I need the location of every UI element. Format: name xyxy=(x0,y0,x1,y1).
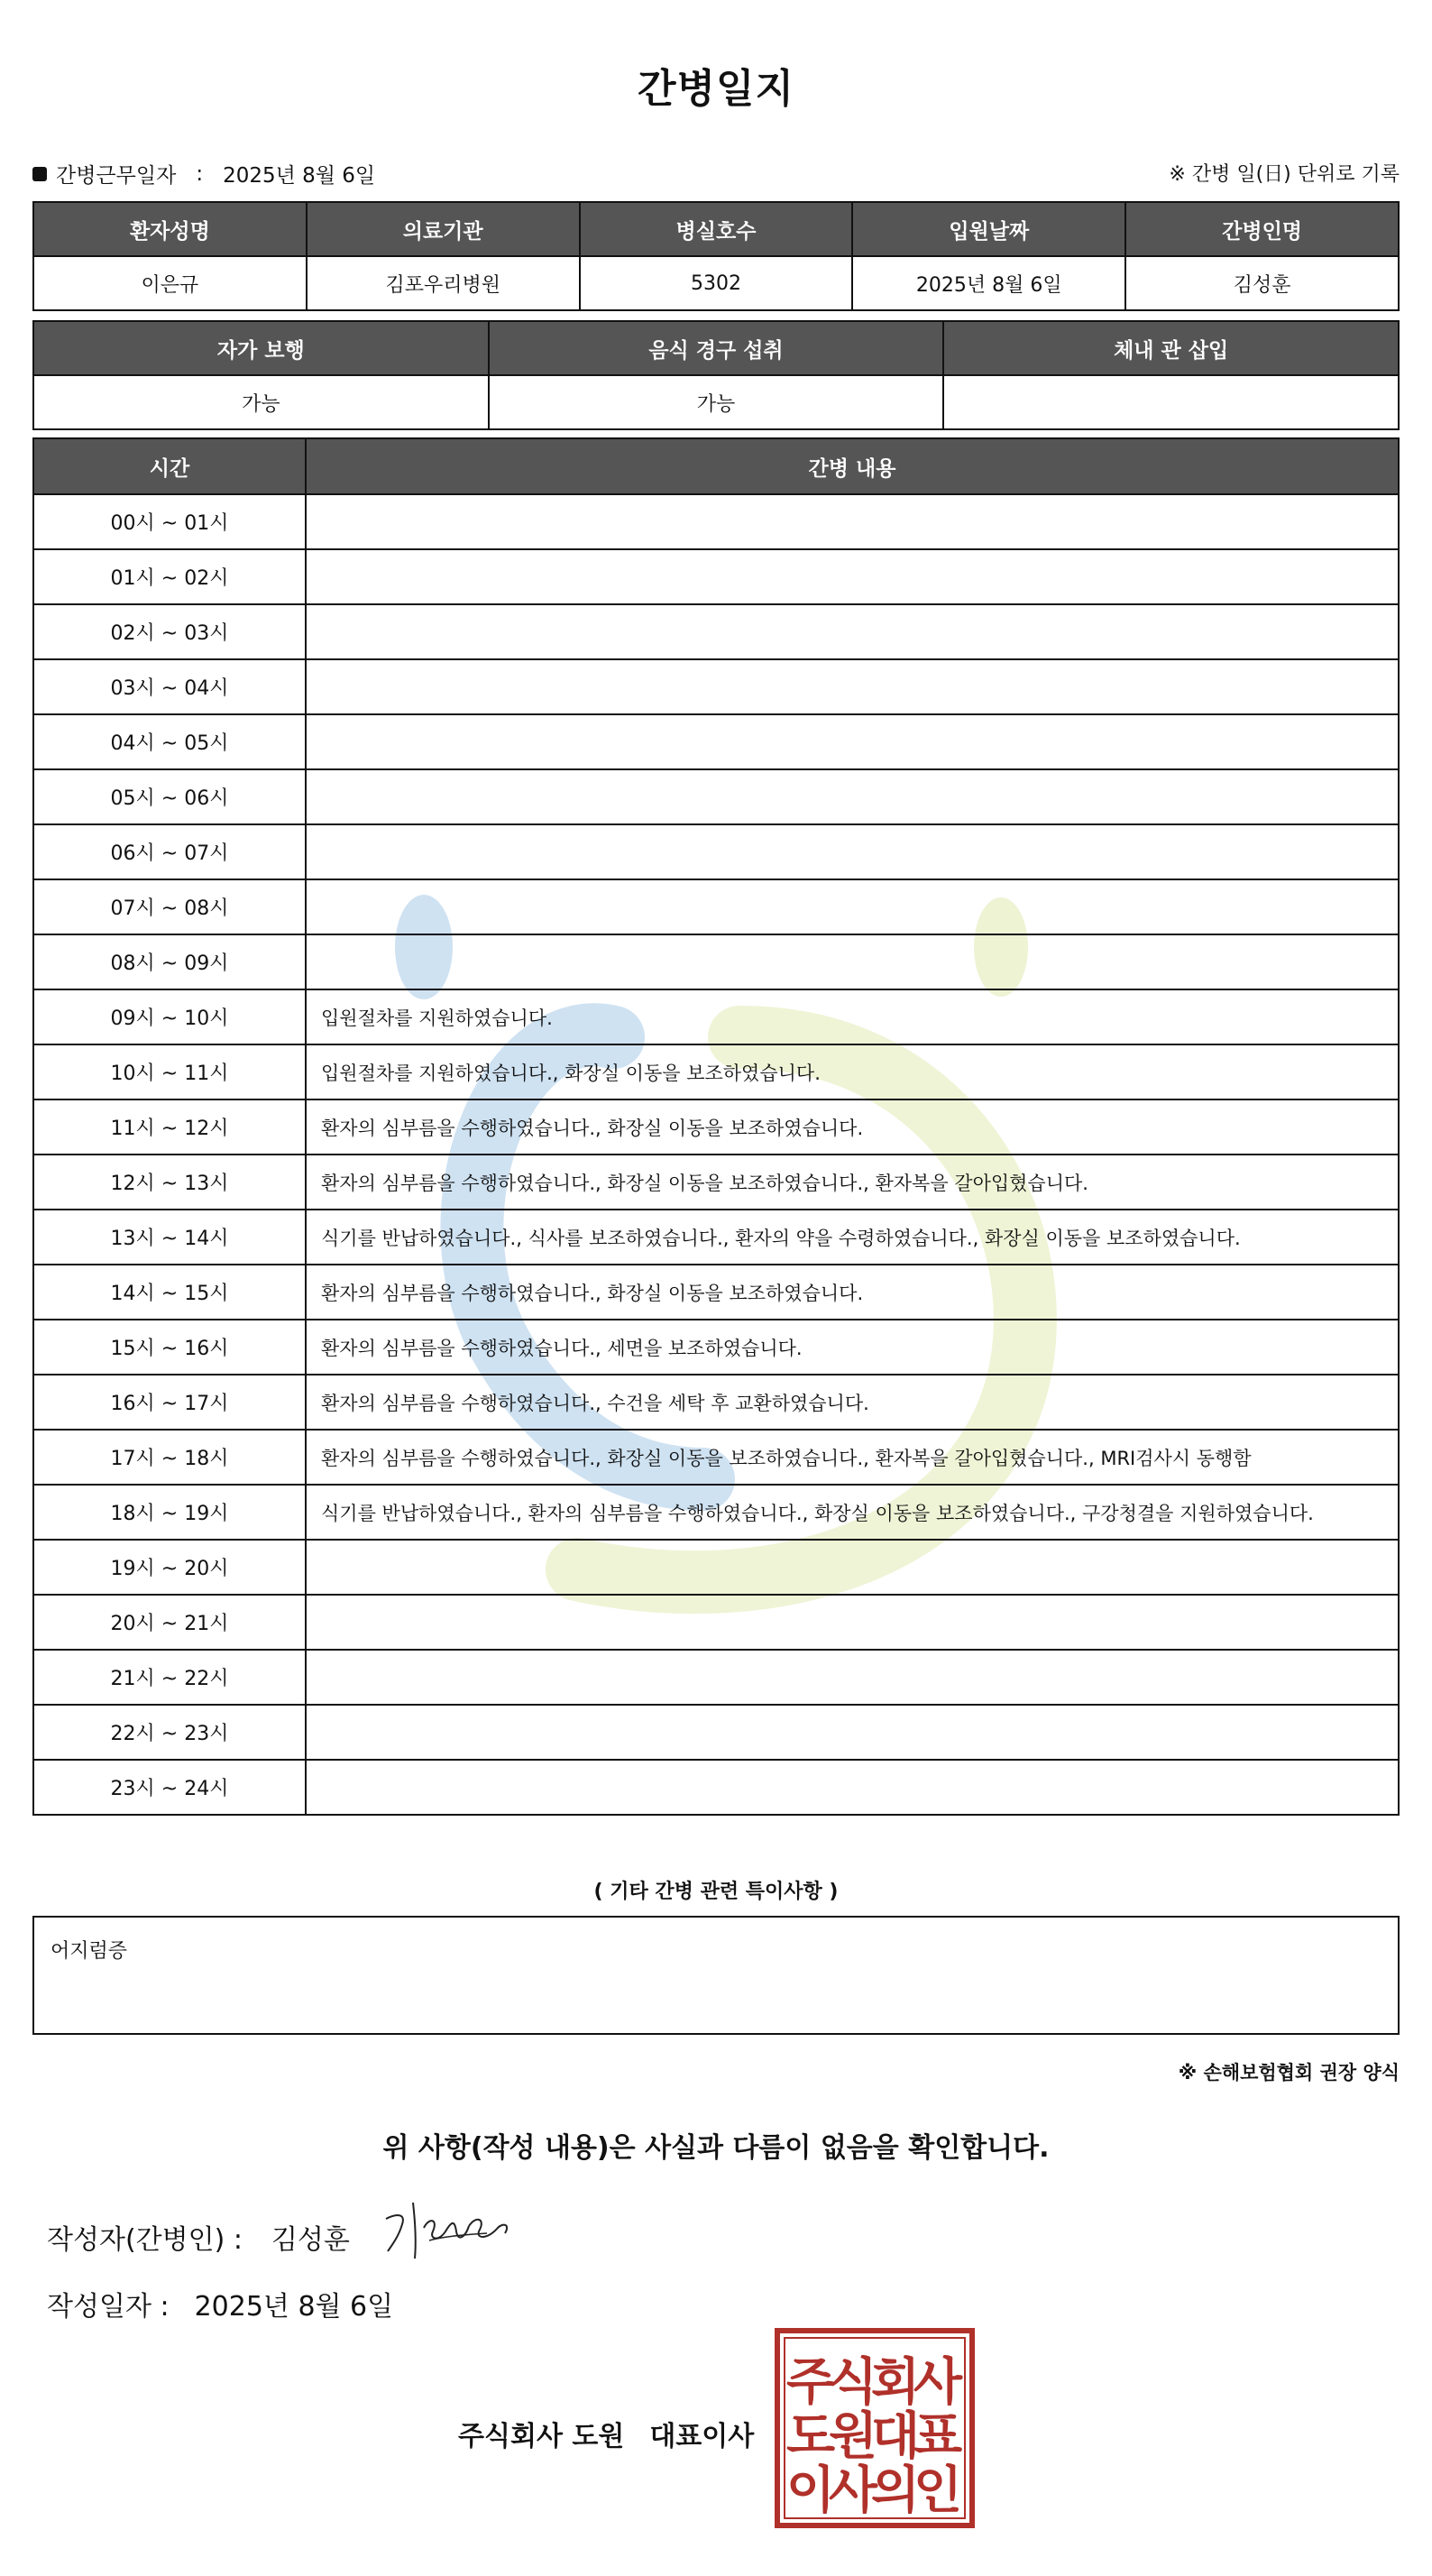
log-row xyxy=(33,1155,1399,1210)
page-title: 간병일지 xyxy=(637,66,794,112)
log-content-cell: 입원절차를 지원하였습니다. xyxy=(306,989,1399,1044)
log-content-cell: 식기를 반납하였습니다., 식사를 보조하였습니다., 환자의 약을 수령하였습니다., 화장실 이동을 보조하였습니다. xyxy=(306,1210,1399,1265)
svg-text:이: 이 xyxy=(785,2461,836,2520)
status-header-cell: 체내 관 삽입 xyxy=(943,321,1399,375)
log-time-cell: 22시 ~ 23시 xyxy=(33,1705,306,1760)
content-column-header: 간병 내용 xyxy=(306,438,1399,494)
svg-text:의: 의 xyxy=(870,2461,921,2520)
log-content-cell: 환자의 심부름을 수행하였습니다., 화장실 이동을 보조하였습니다. xyxy=(306,1099,1399,1155)
log-row xyxy=(33,989,1399,1044)
log-time-cell: 04시 ~ 05시 xyxy=(33,714,306,769)
writer-name: 김성훈 xyxy=(271,2224,350,2256)
patient-value-cell: 5302 xyxy=(580,256,853,310)
work-date-label: 간병근무일자 xyxy=(56,164,177,188)
log-content-cell xyxy=(306,824,1399,879)
written-date-label: 작성일자 : xyxy=(47,2291,170,2323)
log-content-cell xyxy=(306,879,1399,934)
square-bullet-icon xyxy=(32,167,47,181)
writer-line xyxy=(47,2217,350,2257)
company-line xyxy=(458,2414,754,2453)
patient-value-cell: 2025년 8월 6일 xyxy=(852,256,1125,310)
patient-value-cell: 이은규 xyxy=(33,256,307,310)
log-row xyxy=(33,1595,1399,1650)
patient-info-table xyxy=(32,201,1400,311)
log-content-cell: 환자의 심부름을 수행하였습니다., 화장실 이동을 보조하였습니다., 환자복을 갈아입혔습니다., MRI검사시 동행함 xyxy=(306,1430,1399,1485)
patient-value-cell: 김포우리병원 xyxy=(307,256,580,310)
patient-header-cell: 환자성명 xyxy=(33,202,307,256)
log-content-cell xyxy=(306,1705,1399,1760)
log-time-cell: 02시 ~ 03시 xyxy=(33,604,306,659)
log-content-cell xyxy=(306,1540,1399,1595)
work-date-value: 2025년 8월 6일 xyxy=(223,164,376,188)
log-time-cell: 15시 ~ 16시 xyxy=(33,1320,306,1375)
svg-text:회: 회 xyxy=(870,2353,921,2412)
written-date-value: 2025년 8월 6일 xyxy=(194,2291,394,2323)
patient-header-cell: 병실호수 xyxy=(580,202,853,256)
log-content-cell xyxy=(306,659,1399,714)
care-log-table xyxy=(32,437,1400,1816)
log-row xyxy=(33,604,1399,659)
log-time-cell: 19시 ~ 20시 xyxy=(33,1540,306,1595)
log-content-cell xyxy=(306,1595,1399,1650)
log-row xyxy=(33,1320,1399,1375)
log-time-cell: 16시 ~ 17시 xyxy=(33,1375,306,1430)
log-time-cell: 18시 ~ 19시 xyxy=(33,1485,306,1540)
log-row xyxy=(33,1044,1399,1099)
log-row xyxy=(33,1650,1399,1705)
log-time-cell: 06시 ~ 07시 xyxy=(33,824,306,879)
log-time-cell: 17시 ~ 18시 xyxy=(33,1430,306,1485)
confirm-statement: 위 사항(작성 내용)은 사실과 다름이 없음을 확인합니다. xyxy=(382,2132,1050,2164)
patient-header-cell: 입원날짜 xyxy=(852,202,1125,256)
log-content-cell xyxy=(306,1650,1399,1705)
log-row xyxy=(33,494,1399,549)
recommendation-note: ※ 손해보험협회 권장 양식 xyxy=(1178,2062,1400,2084)
log-content-cell: 환자의 심부름을 수행하였습니다., 화장실 이동을 보조하였습니다., 환자복을 갈아입혔습니다. xyxy=(306,1155,1399,1210)
svg-text:대: 대 xyxy=(870,2407,921,2466)
log-content-cell xyxy=(306,604,1399,659)
log-content-cell: 환자의 심부름을 수행하였습니다., 화장실 이동을 보조하였습니다. xyxy=(306,1265,1399,1320)
log-content-cell: 입원절차를 지원하였습니다., 화장실 이동을 보조하였습니다. xyxy=(306,1044,1399,1099)
log-row xyxy=(33,879,1399,934)
svg-text:사: 사 xyxy=(828,2461,878,2520)
company-seal-stamp xyxy=(774,2327,976,2529)
log-row xyxy=(33,1430,1399,1485)
status-value-cell xyxy=(943,375,1399,429)
log-time-cell: 01시 ~ 02시 xyxy=(33,549,306,604)
svg-text:주: 주 xyxy=(785,2353,836,2412)
log-time-cell: 08시 ~ 09시 xyxy=(33,934,306,989)
log-time-cell: 12시 ~ 13시 xyxy=(33,1155,306,1210)
patient-status-table xyxy=(32,320,1400,430)
log-content-cell xyxy=(306,714,1399,769)
log-time-cell: 10시 ~ 11시 xyxy=(33,1044,306,1099)
svg-text:인: 인 xyxy=(913,2461,963,2520)
log-time-cell: 03시 ~ 04시 xyxy=(33,659,306,714)
svg-text:사: 사 xyxy=(913,2353,963,2412)
log-content-cell xyxy=(306,769,1399,824)
company-name: 주식회사 도원 xyxy=(458,2421,625,2452)
log-time-cell: 21시 ~ 22시 xyxy=(33,1650,306,1705)
log-row xyxy=(33,769,1399,824)
svg-text:표: 표 xyxy=(913,2407,963,2466)
log-content-cell: 식기를 반납하였습니다., 환자의 심부름을 수행하였습니다., 화장실 이동을 보조하였습니다., 구강청결을 지원하였습니다. xyxy=(306,1485,1399,1540)
svg-text:도: 도 xyxy=(785,2407,836,2466)
log-content-cell: 환자의 심부름을 수행하였습니다., 세면을 보조하였습니다. xyxy=(306,1320,1399,1375)
log-row xyxy=(33,1485,1399,1540)
log-row xyxy=(33,1705,1399,1760)
log-row xyxy=(33,1760,1399,1815)
log-row xyxy=(33,659,1399,714)
status-header-cell: 음식 경구 섭취 xyxy=(489,321,944,375)
svg-text:원: 원 xyxy=(828,2407,878,2466)
time-column-header: 시간 xyxy=(33,438,306,494)
log-row xyxy=(33,1265,1399,1320)
log-row xyxy=(33,549,1399,604)
log-row xyxy=(33,934,1399,989)
log-row xyxy=(33,824,1399,879)
log-time-cell: 09시 ~ 10시 xyxy=(33,989,306,1044)
patient-header-cell: 의료기관 xyxy=(307,202,580,256)
log-time-cell: 20시 ~ 21시 xyxy=(33,1595,306,1650)
log-row xyxy=(33,1210,1399,1265)
log-content-cell xyxy=(306,1760,1399,1815)
log-content-cell xyxy=(306,494,1399,549)
log-time-cell: 23시 ~ 24시 xyxy=(33,1760,306,1815)
writer-label: 작성자(간병인) : xyxy=(47,2224,243,2256)
notes-text: 어지럼증 xyxy=(50,1940,128,1963)
ceo-label: 대표이사 xyxy=(649,2421,755,2452)
notes-title: ( 기타 간병 관련 특이사항 ) xyxy=(593,1881,839,1903)
notes-box xyxy=(32,1916,1400,2035)
log-time-cell: 11시 ~ 12시 xyxy=(33,1099,306,1155)
written-date-line xyxy=(47,2284,393,2323)
log-content-cell xyxy=(306,934,1399,989)
log-row xyxy=(33,1099,1399,1155)
status-value-cell: 가능 xyxy=(489,375,944,429)
log-time-cell: 13시 ~ 14시 xyxy=(33,1210,306,1265)
log-time-cell: 07시 ~ 08시 xyxy=(33,879,306,934)
log-content-cell: 환자의 심부름을 수행하였습니다., 수건을 세탁 후 교환하였습니다. xyxy=(306,1375,1399,1430)
work-date-line xyxy=(32,159,375,189)
log-content-cell xyxy=(306,549,1399,604)
log-time-cell: 00시 ~ 01시 xyxy=(33,494,306,549)
log-row xyxy=(33,1540,1399,1595)
log-time-cell: 05시 ~ 06시 xyxy=(33,769,306,824)
signature-image xyxy=(379,2192,514,2264)
status-header-cell: 자가 보행 xyxy=(33,321,489,375)
log-row xyxy=(33,714,1399,769)
patient-value-cell: 김성훈 xyxy=(1125,256,1399,310)
log-time-cell: 14시 ~ 15시 xyxy=(33,1265,306,1320)
svg-text:식: 식 xyxy=(828,2353,878,2412)
work-date-separator: : xyxy=(196,161,204,186)
log-row xyxy=(33,1375,1399,1430)
patient-header-cell: 간병인명 xyxy=(1125,202,1399,256)
record-note: ※ 간병 일(日) 단위로 기록 xyxy=(1169,163,1400,186)
status-value-cell: 가능 xyxy=(33,375,489,429)
